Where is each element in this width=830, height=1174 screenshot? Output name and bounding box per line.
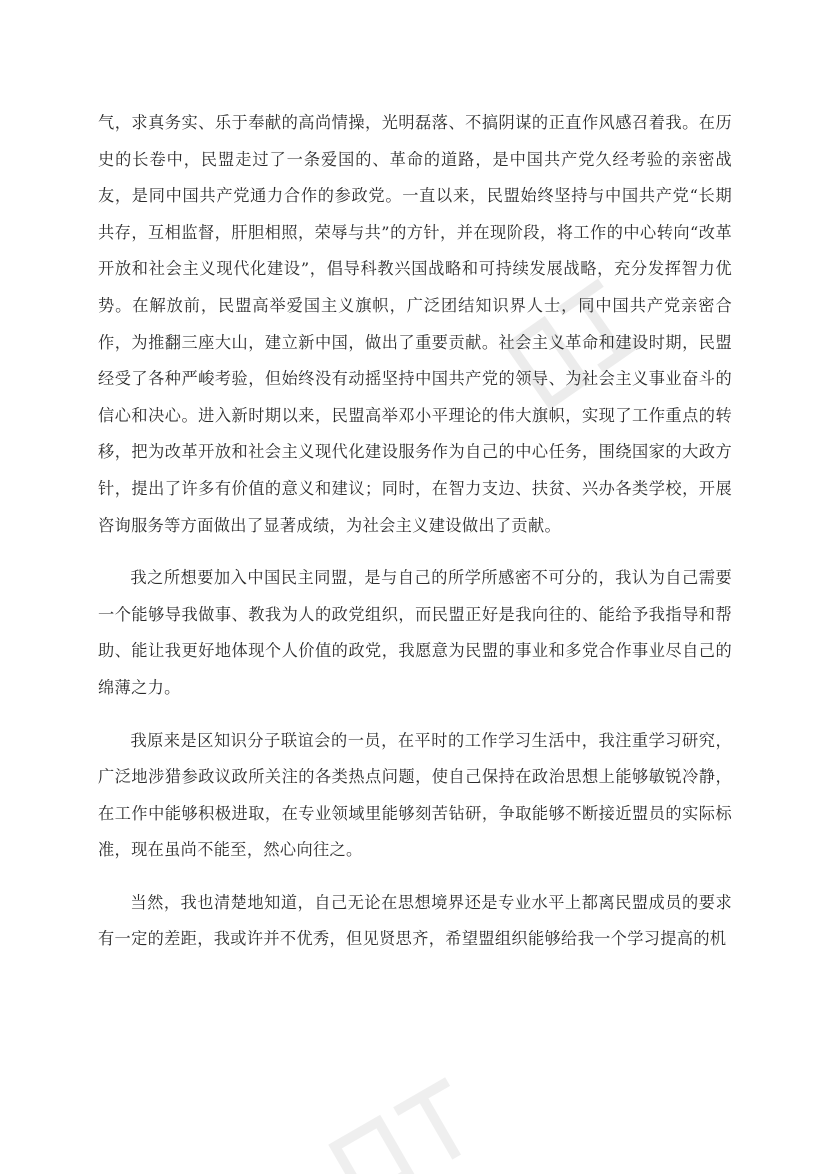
paragraph: 我原来是区知识分子联谊会的一员，在平时的工作学习生活中，我注重学习研究，广泛地涉猎参政议政所关注的各类热点问题，使自己保持在政治思想上能够敏锐冷静，在工作中能够积极进取，在专业领域里能够刻苦钻研，争取能够不断接近盟员的实际标准，现在虽尚不能至，然心向往之。 <box>98 730 732 860</box>
body-text <box>98 105 732 974</box>
paragraph: 气，求真务实、乐于奉献的高尚情操，光明磊落、不搞阴谋的正直作风感召着我。在历史的长卷中，民盟走过了一条爱国的、革命的道路，是中国共产党久经考验的亲密战友，是同中国共产党通力合作的参政党。一直以来，民盟始终坚持与中国共产党“长期共存，互相监督，肝胆相照，荣辱与共”的方针，并在现阶段，将工作的中心转向“改革开放和社会主义现代化建设”，倡导科教兴国战略和可持续发展战略，充分发挥智力优势。在解放前，民盟高举爱国主义旗帜，广泛团结知识界人士，同中国共产党亲密合作，为推翻三座大山，建立新中国，做出了重要贡献。社会主义革命和建设时期，民盟经受了各种严峻考验，但始终没有动摇坚持中国共产党的领导、为社会主义事业奋斗的信心和决心。进入新时期以来，民盟高举邓小平理论的伟大旗帜，实现了工作重点的转移，把为改革开放和社会主义现代化建设服务作为自己的中心任务，围绕国家的大政方针，提出了许多有价值的意义和建议；同时，在智力支边、扶贫、兴办各类学校，开展咨询服务等方面做出了显著成绩，为社会主义建设做出了贡献。 <box>98 113 732 535</box>
paragraph: 我之所想要加入中国民主同盟，是与自己的所学所感密不可分的，我认为自己需要一个能够导我做事、教我为人的政党组织，而民盟正好是我向往的、能给予我指导和帮助、能让我更好地体现个人价值的政党，我愿意为民盟的事业和多党合作事业尽自己的绵薄之力。 <box>98 568 732 697</box>
paragraph: 当然，我也清楚地知道，自己无论在思想境界还是专业水平上都离民盟成员的要求有一定的差距，我或许并不优秀，但见贤思齐，希望盟组织能够给我一个学习提高的机 <box>98 892 732 949</box>
watermark-graphic-bottom <box>300 1075 530 1174</box>
